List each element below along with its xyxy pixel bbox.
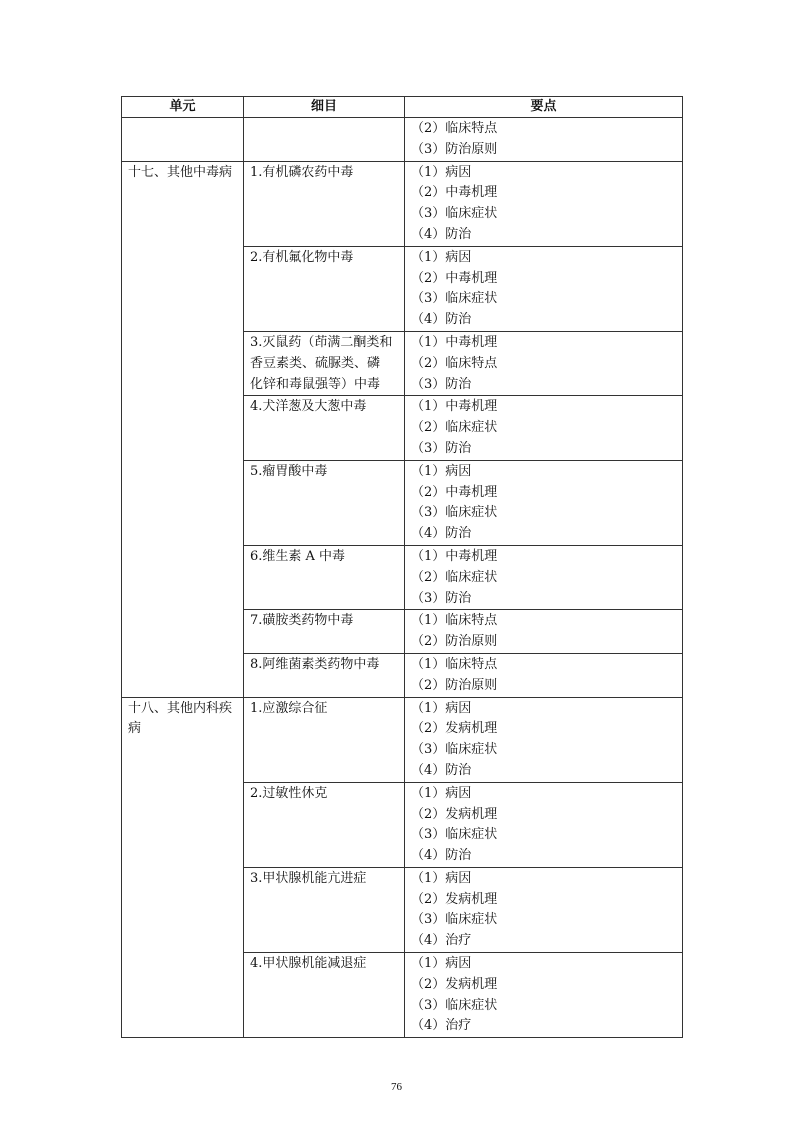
point-text: （1）临床特点 [411, 656, 498, 672]
unit-cell [122, 161, 244, 697]
table-header-row [122, 97, 683, 118]
item-text: 2.有机氟化物中毒 [250, 249, 354, 265]
item-text: 4.甲状腺机能减退症 [250, 956, 367, 972]
point-text: （3）临床症状 [411, 505, 498, 521]
point-text: （2）临床特点 [411, 121, 498, 136]
points-cell [405, 953, 683, 1038]
points-cell [405, 610, 683, 654]
item-text: 香豆素类、硫脲类、磷 [250, 355, 381, 371]
item-cell [244, 545, 405, 609]
point-text: （1）病因 [411, 164, 472, 180]
point-text: （2）中毒机理 [411, 185, 498, 201]
item-text: 1.有机磷农药中毒 [250, 164, 354, 180]
item-text: 3.灭鼠药（茚满二酮类和 [250, 334, 393, 350]
point-text: （3）临床症状 [411, 912, 498, 928]
point-text: （1）中毒机理 [411, 399, 498, 415]
point-text: （1）病因 [411, 870, 472, 886]
item-cell [244, 653, 405, 697]
point-text: （1）病因 [411, 249, 472, 265]
unit-cell [122, 118, 244, 162]
header-unit: 单元 [122, 97, 244, 118]
item-text: 3.甲状腺机能亢进症 [250, 870, 367, 886]
table-row [122, 118, 683, 162]
item-text: 4.犬洋葱及大葱中毒 [250, 399, 367, 415]
point-text: （3）临床症状 [411, 997, 498, 1013]
point-text: （4）防治 [411, 848, 472, 864]
page-number: 76 [391, 1081, 402, 1093]
unit-title: 十七、其他中毒病 [128, 164, 233, 180]
point-text: （3）防治 [411, 590, 472, 606]
point-text: （2）发病机理 [411, 976, 498, 992]
header-points: 要点 [405, 97, 683, 118]
point-text: （3）防治 [411, 440, 472, 456]
unit-cell [122, 697, 244, 1038]
point-text: （2）临床症状 [411, 569, 498, 585]
unit-title: 十八、其他内科疾 [128, 700, 233, 716]
item-text: 化锌和毒鼠强等）中毒 [250, 376, 381, 392]
item-cell [244, 331, 405, 395]
point-text: （3）临床症状 [411, 827, 498, 843]
points-cell [405, 396, 683, 460]
point-text: （2）临床症状 [411, 420, 498, 436]
point-text: （4）防治 [411, 312, 472, 328]
item-cell [244, 953, 405, 1038]
point-text: （2）中毒机理 [411, 484, 498, 500]
points-cell [405, 118, 683, 162]
point-text: （1）中毒机理 [411, 334, 498, 350]
point-text: （3）防治 [411, 376, 472, 392]
item-cell [244, 867, 405, 952]
item-text: 6.维生素 A 中毒 [250, 548, 346, 564]
table-row [122, 697, 683, 782]
item-cell [244, 782, 405, 867]
point-text: （1）中毒机理 [411, 548, 498, 564]
item-cell [244, 161, 405, 246]
item-text: 7.磺胺类药物中毒 [250, 613, 354, 629]
item-text: 1.应激综合征 [250, 700, 328, 716]
points-cell [405, 867, 683, 952]
point-text: （3）临床症状 [411, 291, 498, 307]
point-text: （3）临床症状 [411, 206, 498, 222]
point-text: （2）发病机理 [411, 721, 498, 737]
points-cell [405, 653, 683, 697]
point-text: （1）病因 [411, 463, 472, 479]
point-text: （2）发病机理 [411, 806, 498, 822]
points-cell [405, 782, 683, 867]
points-cell [405, 697, 683, 782]
point-text: （4）防治 [411, 526, 472, 542]
point-text: （2）防治原则 [411, 634, 498, 650]
item-cell [244, 118, 405, 162]
point-text: （1）病因 [411, 700, 472, 716]
header-item: 细目 [244, 97, 405, 118]
item-cell [244, 610, 405, 654]
item-cell [244, 697, 405, 782]
point-text: （2）发病机理 [411, 891, 498, 907]
table-row [122, 161, 683, 246]
item-cell [244, 246, 405, 331]
item-cell [244, 396, 405, 460]
points-cell [405, 331, 683, 395]
point-text: （3）防治原则 [411, 141, 498, 157]
unit-title: 病 [128, 721, 142, 737]
point-text: （4）防治 [411, 226, 472, 242]
point-text: （4）治疗 [411, 933, 472, 949]
point-text: （2）临床特点 [411, 355, 498, 371]
points-cell [405, 161, 683, 246]
item-text: 8.阿维菌素类药物中毒 [250, 656, 380, 672]
points-cell [405, 246, 683, 331]
point-text: （1）病因 [411, 956, 472, 972]
point-text: （1）病因 [411, 785, 472, 801]
points-cell [405, 460, 683, 545]
item-text: 2.过敏性休克 [250, 785, 328, 801]
point-text: （2）中毒机理 [411, 270, 498, 286]
point-text: （4）防治 [411, 762, 472, 778]
point-text: （1）临床特点 [411, 613, 498, 629]
points-cell [405, 545, 683, 609]
point-text: （3）临床症状 [411, 742, 498, 758]
item-text: 5.瘤胃酸中毒 [250, 463, 328, 479]
point-text: （2）防治原则 [411, 677, 498, 693]
syllabus-table [121, 96, 683, 1038]
point-text: （4）治疗 [411, 1018, 472, 1034]
item-cell [244, 460, 405, 545]
